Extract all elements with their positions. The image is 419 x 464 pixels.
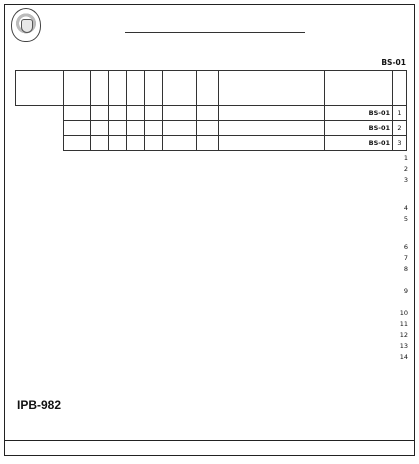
column-header [219, 71, 325, 106]
column-header [64, 71, 91, 106]
vacancy-table [15, 70, 407, 151]
condition-number: 11 [399, 320, 408, 328]
minority-quota-cell [127, 136, 145, 151]
condition-number: 2 [403, 165, 408, 173]
condition-item [13, 265, 408, 287]
age-cell [91, 136, 109, 151]
condition-item [13, 204, 408, 215]
condition-number: 10 [399, 309, 408, 317]
minority-quota-cell [127, 106, 145, 121]
condition-item [13, 320, 408, 331]
conditions-heading [324, 143, 404, 154]
count-cell [197, 121, 219, 136]
minority-quota-cell [127, 121, 145, 136]
scale-note-scale: BS-01 [381, 58, 406, 67]
column-header [163, 71, 197, 106]
post-scale: BS-01 [368, 123, 390, 132]
condition-item [13, 215, 408, 243]
count-cell [197, 106, 219, 121]
condition-number: 12 [399, 331, 408, 339]
condition-item [13, 176, 408, 204]
qualification-cell [64, 106, 91, 121]
condition-number: 1 [403, 154, 408, 162]
condition-item [13, 287, 408, 309]
condition-item [13, 254, 408, 265]
post-cell [325, 106, 393, 121]
disabled-quota-cell [109, 136, 127, 151]
page-title [65, 8, 365, 32]
condition-number: 5 [403, 215, 408, 223]
post-cell [325, 121, 393, 136]
column-header [91, 71, 109, 106]
reference-number: IPB-982 [17, 398, 62, 412]
column-header [127, 71, 145, 106]
condition-number: 8 [403, 265, 408, 273]
column-header [197, 71, 219, 106]
intro-text [13, 35, 408, 46]
table-row [16, 106, 407, 121]
scale-note [246, 57, 406, 68]
conditions-list [13, 154, 408, 365]
condition-item [13, 165, 408, 176]
condition-item [13, 309, 408, 320]
condition-number: 6 [403, 243, 408, 251]
office-cell [219, 136, 325, 151]
post-scale: BS-01 [368, 138, 390, 147]
row-number: 2 [393, 121, 407, 136]
column-header [145, 71, 163, 106]
condition-number: 13 [399, 342, 408, 350]
post-scale: BS-01 [368, 108, 390, 117]
women-quota-cell [145, 106, 163, 121]
age-cell [91, 121, 109, 136]
condition-number: 7 [403, 254, 408, 262]
condition-item [13, 353, 408, 365]
column-header [325, 71, 393, 106]
intro-line-1 [13, 35, 408, 46]
issuer-footer [5, 440, 414, 455]
condition-item [13, 154, 408, 165]
condition-number: 4 [403, 204, 408, 212]
qualification-cell [64, 121, 91, 136]
disabled-quota-cell [109, 106, 127, 121]
condition-item [13, 243, 408, 254]
column-header [16, 71, 64, 106]
row-number: 3 [393, 136, 407, 151]
column-header [393, 71, 407, 106]
row-number: 1 [393, 106, 407, 121]
condition-number: 9 [403, 287, 408, 295]
count-cell [197, 136, 219, 151]
table-row [16, 121, 407, 136]
qualification-cell [64, 136, 91, 151]
disabled-quota-cell [109, 121, 127, 136]
open-merit-cell [163, 121, 197, 136]
advertisement-page [4, 4, 415, 456]
open-merit-cell [163, 106, 197, 121]
table-header-row [16, 71, 407, 106]
title-underline [125, 32, 305, 33]
condition-number: 14 [399, 353, 408, 361]
office-cell [219, 106, 325, 121]
women-quota-cell [145, 136, 163, 151]
column-header [109, 71, 127, 106]
condition-item [13, 342, 408, 353]
women-quota-cell [145, 121, 163, 136]
open-merit-cell [163, 136, 197, 151]
condition-item [13, 331, 408, 342]
condition-number: 3 [403, 176, 408, 184]
age-cell [91, 106, 109, 121]
office-cell [219, 121, 325, 136]
